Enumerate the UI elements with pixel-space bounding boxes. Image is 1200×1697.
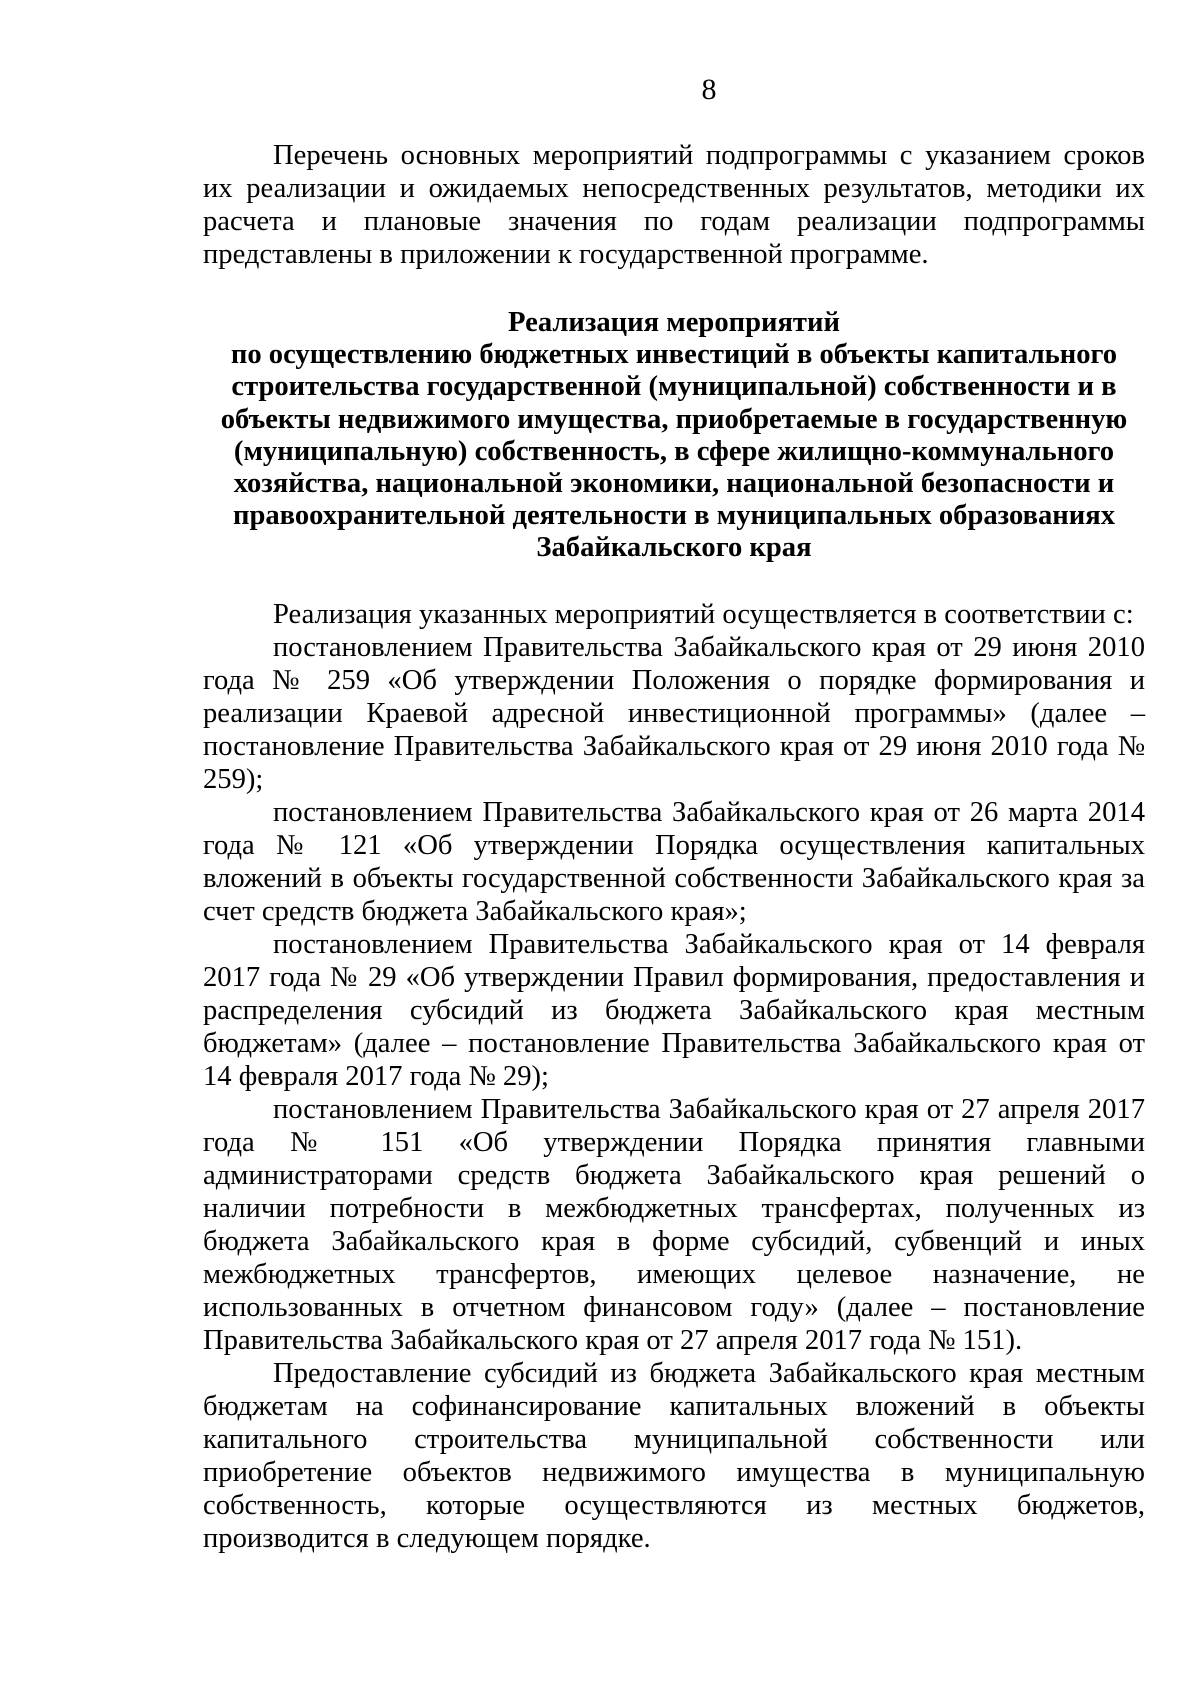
page-number: 8 xyxy=(701,73,717,106)
intro-section xyxy=(203,139,1145,271)
regulation-item: постановлением Правительства Забайкальского края от 26 марта 2014 года № 121 «Об утверждении Порядка осуществления капитальных вложений в объекты государственной собственности Забайкальского края за счет средств бюджета Забайкальского края»; xyxy=(203,797,1145,927)
heading-line: объекты недвижимого имущества, приобретаемые в государственную xyxy=(220,403,1128,435)
section-heading xyxy=(203,307,1145,565)
heading-line: хозяйства, национальной экономики, национальной безопасности и xyxy=(233,468,1115,500)
regulation-item: постановлением Правительства Забайкальского края от 27 апреля 2017 года № 151 «Об утверждении Порядка принятия главными администраторами средств бюджета Забайкальского края решений о наличии потребности в межбюджетных трансфертах, полученных из бюджета Забайкальского края в форме субсидий, субвенций и иных межбюджетных трансфертов, имеющих целевое назначение, не использованных в отчетном финансовом году» (далее – постановление Правительства Забайкальского края от 27 апреля 2017 года № 151). xyxy=(203,1094,1145,1356)
intro-paragraph: Перечень основных мероприятий подпрограммы с указанием сроков их реализации и ожидаемых непосредственных результатов, методики их расчета и плановые значения по годам реализации подпрограммы представлены в приложении к государственной программе. xyxy=(203,140,1145,270)
lead-in-paragraph: Реализация указанных мероприятий осуществляется в соответствии с: xyxy=(273,599,1134,630)
regulation-item: постановлением Правительства Забайкальского края от 14 февраля 2017 года № 29 «Об утверждении Правил формирования, предоставления и распределения субсидий из бюджета Забайкальского края местным бюджетам» (далее – постановление Правительства Забайкальского края от 14 февраля 2017 года № 29); xyxy=(203,929,1145,1092)
heading-line: строительства государственной (муниципальной) собственности и в xyxy=(231,371,1117,403)
closing-paragraph: Предоставление субсидий из бюджета Забайкальского края местным бюджетам на софинансирование капитальных вложений в объекты капитального строительства муниципальной собственности или приобретение объектов недвижимого имущества в муниципальную собственность, которые осуществляются из местных бюджетов, производится в следующем порядке. xyxy=(203,1358,1145,1554)
regulation-item: постановлением Правительства Забайкальского края от 29 июня 2010 года № 259 «Об утверждении Положения о порядке формирования и реализации Краевой адресной инвестиционной программы» (далее – постановление Правительства Забайкальского края от 29 июня 2010 года № 259); xyxy=(203,632,1145,795)
heading-line: (муниципальную) собственность, в сфере жилищно-коммунального xyxy=(233,435,1115,467)
heading-line: Забайкальского края xyxy=(536,532,812,564)
main-body xyxy=(203,598,1145,1555)
heading-line: по осуществлению бюджетных инвестиций в объекты капитального xyxy=(230,339,1118,371)
heading-line: Реализация мероприятий xyxy=(508,307,840,338)
heading-line: правоохранительной деятельности в муниципальных образованиях xyxy=(232,500,1116,532)
